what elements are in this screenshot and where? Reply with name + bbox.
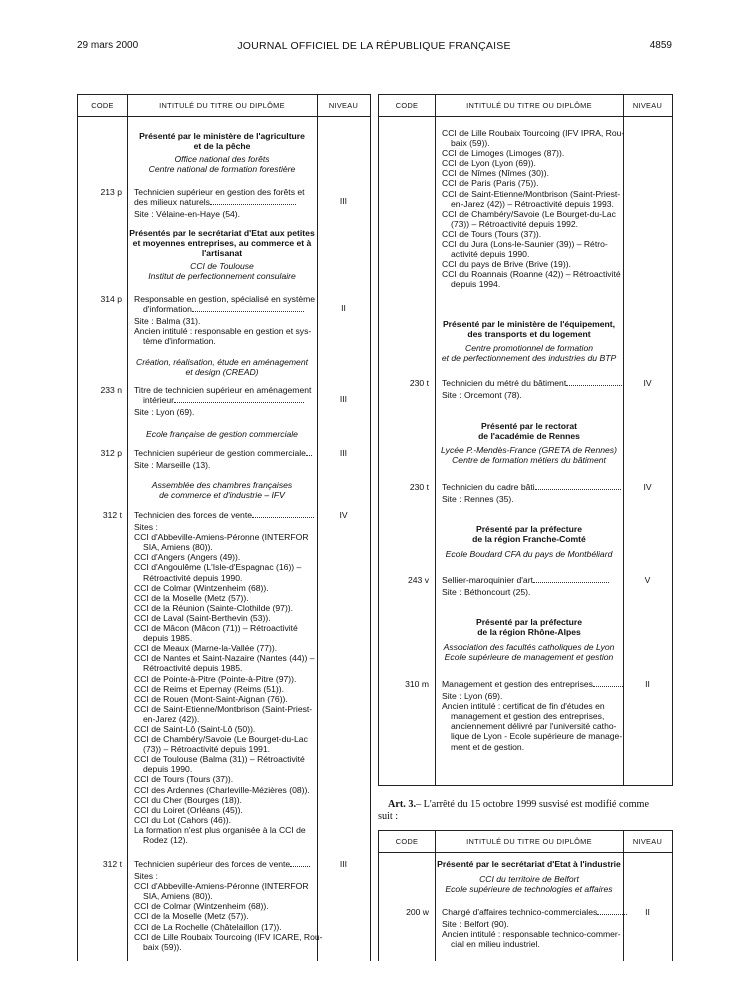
list-line: activité depuis 1990. [451,249,530,260]
left-table [77,94,371,961]
list-line: CCI de Rouen (Mont-Saint-Aignan (76)). [134,693,288,704]
list-line: management et gestion des entreprises, [451,711,605,722]
list-line: CCI d'Abbeville-Amiens-Péronne (INTERFOR [134,532,309,543]
list-line: CCI du Jura (Lons-le-Saunier (39)) – Rétro- [442,239,608,250]
col-code-header: CODE [395,837,419,846]
list-line: CCI de Paris (Paris (75)). [442,178,539,189]
list-line: CCI du Roannais (Roanne (42)) – Rétroactivité [442,269,621,280]
section-heading: Présenté par la préfecture de la région Franche-Comté Ecole Boudard CFA du pays de Montbéliard [445,524,613,560]
row-title: Technicien des forces de vente Sites : CCI d'Abbeville-Amiens-Péronne (INTERFOR SIA, Amiens (80)). CCI d'Angers (Angers (49)). CCI d'Angoulême (L'Isle-d'Espagnac (16)) – Rétroactivité depuis 1990. CCI de Colmar (Wintzenheim (68)). CCI de la Moselle (Metz (57)). CCI de la Réunion (Sainte-Clothilde (97)). CCI de Laval (Saint-Berthevin (53)). CCI de Mâcon (Mâcon (71)) – Rétroactivité depuis 1985. CCI de Meaux (Marne-la-Vallée (77)). CCI de Nantes et Saint-Nazaire (Nantes (44)) – Rétroactivité depuis 1985. CCI de Pointe-à-Pitre (Pointe-à-Pitre (97)). CCI de Reims et Epernay (Reims (51)). CCI de Rouen (Mont-Saint-Aignan (76)). CCI de Saint-Etienne/Montbrison (Saint-Priest- en-Jarez (42)). CCI de Saint-Lô (Saint-Lô (50)). CCI de Chambéry/Savoie (Le Bourget-du-Lac (73)) – Rétroactivité depuis 1991. CCI de Toulouse (Balma (31)) – Rétroactivité depuis 1990. CCI de Tours (Tours (37)). CCI des Ardennes (Charleville-Mézières (08)). CCI du Cher (Bourges (18)). CCI du Loiret (Orléans (45)). CCI du Lot (Cahors (46)). La formation n'est plus organisée à la CCI de Rodez (12). [134,510,315,845]
list-line: ment et de gestion. [451,741,525,752]
list-line: SIA, Amiens (80)). [143,891,213,902]
section-heading: Création, réalisation, étude en aménagement et design (CREAD) [136,357,308,378]
section-heading: Présenté par le secrétariat d'Etat à l'industrie CCI du territoire de Belfort Ecole supérieure de technologies et affaires [437,859,621,895]
row-code: 314 p [100,294,122,304]
list-line: CCI de Nîmes (Nîmes (30)). [442,168,549,179]
row-code: 230 t [409,378,429,388]
list-line: CCI de Colmar (Wintzenheim (68)). [134,582,269,593]
list-line: CCI du Loiret (Orléans (45)). [134,804,243,815]
list-line: Site : Lyon (69). [442,691,503,702]
list-line: CCI de Lyon (Lyon (69)). [442,158,536,169]
list-line: CCI d'Angers (Angers (49)). [134,552,241,563]
list-line: CCI de Chambéry/Savoie (Le Bourget-du-Lac [134,734,308,745]
list-line: CCI des Ardennes (Charleville-Mézières (08)). [134,784,310,795]
row-title: Responsable en gestion, spécialisé en système d'information Site : Balma (31). Ancien intitulé : responsable en gestion et sys- tème d'information. [134,294,316,347]
row-code: 312 t [102,859,122,869]
list-line: CCI de Toulouse (Balma (31)) – Rétroactivité [134,754,305,765]
list-line: baix (59)). [451,138,490,149]
row-code: 312 t [102,510,122,520]
site-list [134,522,314,845]
list-line: CCI de Mâcon (Mâcon (71)) – Rétroactivité [134,623,298,634]
row-level: III [339,448,348,458]
row-code: 243 v [407,575,429,585]
list-line: CCI de Tours (Tours (37)). [442,228,542,239]
table-header [78,95,370,117]
col-level-header: NIVEAU [328,101,359,110]
row-title: Technicien supérieur de gestion commerciale Site : Marseille (13). [134,448,314,470]
list-line: Rétroactivité depuis 1985. [143,663,243,674]
list-line: Sites : [134,522,158,533]
list-line: (73)) – Rétroactivité depuis 1992. [451,218,579,229]
row-title: Technicien supérieur en gestion des forêts et des milieux naturels Site : Vélaine-en-Haye (54). [134,187,305,220]
list-line: depuis 1994. [451,279,501,290]
list-line: CCI de Nantes et Saint-Nazaire (Nantes (44)) – [134,653,315,664]
row-level: II [645,679,650,689]
row-title: Chargé d'affaires technico-commerciales Site : Belfort (90). Ancien intitulé : responsable technico-commer- cial en milieu industriel. [442,907,622,949]
row-code: 233 n [100,385,122,395]
col-title-header: INTITULÉ DU TITRE OU DIPLÔME [159,101,285,110]
col-title-header: INTITULÉ DU TITRE OU DIPLÔME [466,837,592,846]
page-number: 4859 [649,40,672,51]
col-level-header: NIVEAU [632,837,663,846]
section-heading: Ecole française de gestion commerciale [146,429,298,439]
list-line: depuis 1985. [143,633,193,644]
row-code: 230 t [409,482,429,492]
list-line: CCI du Lot (Cahors (46)). [134,814,231,825]
row-level: IV [643,482,652,492]
list-line: CCI du Cher (Bourges (18)). [134,794,242,805]
list-line: en-Jarez (42)) – Rétroactivité depuis 1993. [451,198,614,209]
list-line: SIA, Amiens (80)). [143,542,213,553]
section-heading: Présenté par le rectorat de l'académie de Rennes Lycée P.-Mendès-France (GRETA de Rennes) Centre de formation métiers du bâtiment [441,421,617,466]
col-code-header: CODE [395,101,419,110]
row-level: III [339,394,348,404]
list-line: CCI de la Réunion (Sainte-Clothilde (97)). [134,602,294,613]
list-line: CCI de Meaux (Marne-la-Vallée (77)). [134,643,278,654]
list-line: CCI du pays de Brive (Brive (19)). [442,259,571,270]
list-line: CCI de Saint-Etienne/Montbrison (Saint-Priest- [134,703,313,714]
list-line: CCI d'Angoulême (L'Isle-d'Espagnac (16)) – [134,562,302,573]
row-code: 213 p [100,187,122,197]
list-line: La formation n'est plus organisée à la CCI de [134,824,306,835]
section-heading: Présenté par le ministère de l'agriculture et de la pêche Office national des forêts Centre national de formation forestière [139,131,305,175]
journal-title: JOURNAL OFFICIEL DE LA RÉPUBLIQUE FRANÇAISE [237,40,511,52]
list-line: CCI de la Moselle (Metz (57)). [134,911,249,922]
list-line: Sites : [134,871,158,882]
list-line: lique de Lyon - Ecole supérieure de manage- [451,731,623,742]
section-heading: Présentés par le secrétariat d'Etat aux petites et moyennes entreprises, au commerce et à l'artisanat CCI de Toulouse Institut de perfectionnement consulaire [129,228,315,282]
list-line: CCI de Colmar (Wintzenheim (68)). [134,901,269,912]
row-level: II [341,303,346,313]
row-level: III [339,196,348,206]
site-list [134,871,323,952]
row-code: 310 m [405,679,429,689]
article-3: Art. 3.– L'arrêté du 15 octobre 1999 susvisé est modifié comme suit : [378,799,649,822]
list-line: CCI de Laval (Saint-Berthevin (53)). [134,612,271,623]
table-header [379,95,672,117]
list-line: Rodez (12). [143,835,188,845]
section-heading: Présenté par le ministère de l'équipement, des transports et du logement Centre promotionnel de formation et de perfectionnement des industries du BTP [441,319,617,364]
row-title: Sellier-maroquinier d'art Site : Béthoncourt (25). [442,575,622,597]
list-line: CCI de La Rochelle (Châtelaillon (17)). [134,921,282,932]
row-title: Technicien du cadre bâti Site : Rennes (35). [442,482,622,504]
list-line: CCI de Lille Roubaix Tourcoing (IFV IPRA, Rou- [442,128,625,138]
list-line: CCI de Reims et Epernay (Reims (51)). [134,683,284,694]
row-code: 312 p [100,448,122,458]
list-line: CCI de Pointe-à-Pitre (Pointe-à-Pitre (97)). [134,673,297,684]
col-level-header: NIVEAU [632,101,663,110]
article-3-table [378,830,673,961]
list-line: CCI de Saint-Lô (Saint-Lô (50)). [134,723,256,734]
row-details [442,691,622,752]
row-title: Technicien du métré du bâtiment Site : Orcemont (78). [442,378,622,400]
page-date: 29 mars 2000 [77,40,139,51]
list-line: anciennement délivré par l'université catho- [451,721,617,732]
list-line: CCI de Lille Roubaix Tourcoing (IFV ICARE, Rou- [134,931,323,942]
list-line: CCI de Tours (Tours (37)). [134,774,234,785]
col-title-header: INTITULÉ DU TITRE OU DIPLÔME [466,101,592,110]
col-code-header: CODE [91,101,114,110]
right-table [378,94,673,786]
table-header [379,831,672,853]
list-line: Rétroactivité depuis 1990. [143,572,243,583]
list-line: CCI d'Abbeville-Amiens-Péronne (INTERFOR [134,881,309,892]
section-heading: Assemblée des chambres françaises de commerce et d'industrie – IFV [151,480,293,501]
row-title: Technicien supérieur des forces de vente Sites : CCI d'Abbeville-Amiens-Péronne (INTERFOR SIA, Amiens (80)). CCI de Colmar (Wintzenheim (68)). CCI de la Moselle (Metz (57)). CCI de La Rochelle (Châtelaillon (17)). CCI de Lille Roubaix Tourcoing (IFV ICARE, Rou- baix (59)). [134,859,323,952]
section-heading: Présenté par la préfecture de la région Rhône-Alpes Association des facultés catholiques de Lyon Ecole supérieure de management et gestion [443,617,615,663]
list-line: CCI de la Moselle (Metz (57)). [134,592,249,603]
row-level: IV [339,510,348,520]
row-level: II [645,907,650,917]
row-level: IV [643,378,652,388]
list-line: (73)) – Rétroactivité depuis 1991. [143,744,271,755]
list-line: baix (59)). [143,941,182,952]
site-list-continued [442,128,625,290]
row-title: Management et gestion des entreprises Site : Lyon (69). Ancien intitulé : certificat de fin d'études en management et gestion des entreprises, anciennement délivré par l'université catho- lique de Lyon - Ecole supérieure de manage- ment et de gestion. [442,679,623,752]
list-line: en-Jarez (42)). [143,713,200,724]
list-line: CCI de Limoges (Limoges (87)). [442,148,565,159]
list-line: Ancien intitulé : certificat de fin d'études en [442,701,605,712]
row-level: III [339,859,348,869]
list-line: CCI de Chambéry/Savoie (Le Bourget-du-Lac [442,208,616,219]
row-title: Titre de technicien supérieur en aménagement intérieur Site : Lyon (69). [134,385,312,418]
list-line: CCI de Saint-Etienne/Montbrison (Saint-Priest- [442,188,621,199]
list-line: depuis 1990. [143,764,193,775]
row-level: V [644,575,651,585]
row-code: 200 w [406,907,429,917]
